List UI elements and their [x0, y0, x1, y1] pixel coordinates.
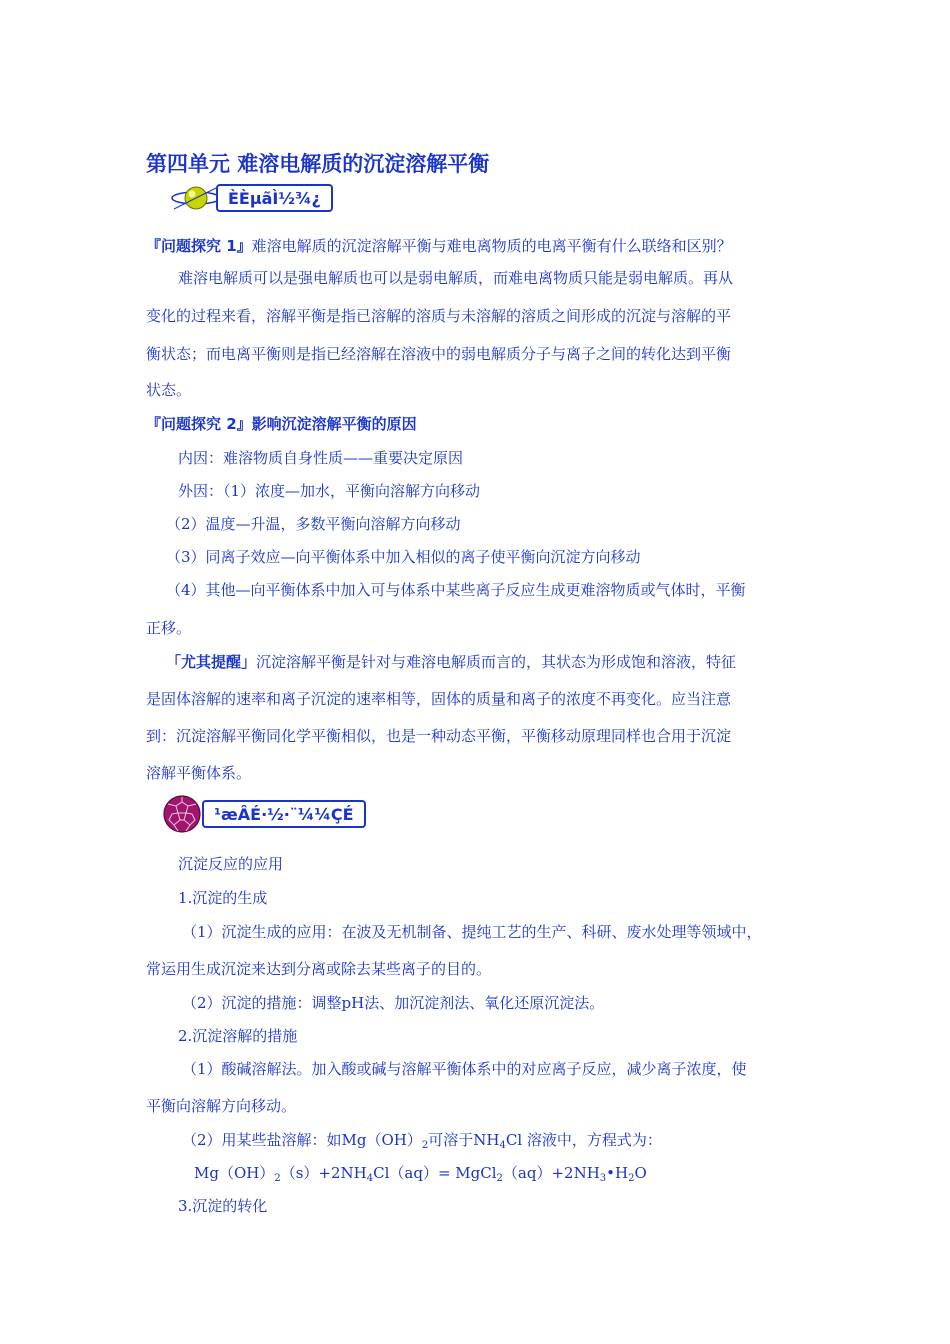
apps-line: 常运用生成沉淀来达到分离或除去某些离子的目的。 — [146, 960, 492, 978]
note-line: 是固体溶解的速率和离子沉淀的速率相等，固体的质量和离子的浓度不再变化。应当注意 — [146, 690, 732, 708]
apps-line: （1）酸碱溶解法。加入酸或碱与溶解平衡体系中的对应离子反应，减少离子浓度，使 — [182, 1060, 747, 1078]
salt-text: 可溶于NH — [428, 1131, 500, 1149]
chemical-equation — [194, 1163, 647, 1183]
apps-line: 2.沉淀溶解的措施 — [178, 1027, 298, 1045]
equation-text: •H — [606, 1164, 629, 1182]
fullerene-icon — [160, 794, 204, 834]
equation-text: Mg（OH） — [194, 1164, 275, 1182]
subscript: 4 — [499, 1140, 506, 1151]
salt-text: Cl 溶液中，方程式为： — [505, 1131, 662, 1149]
note-line: 溶解平衡体系。 — [146, 764, 252, 782]
question-2-line: （4）其他—向平衡体系中加入可与体系中某些离子反应生成更难溶物质或气体时，平衡 — [166, 581, 746, 599]
question-2-heading: 『问题探究 2』影响沉淀溶解平衡的原因 — [146, 415, 417, 433]
equation-text: O — [634, 1164, 647, 1182]
answer-1-line: 难溶电解质可以是强电解质也可以是弱电解质，而难电离物质只能是弱电解质。再从 — [178, 269, 734, 287]
subscript: 2 — [628, 1173, 635, 1184]
question-2-line: 内因：难溶物质自身性质——重要决定原因 — [178, 449, 464, 467]
hotspot-banner — [170, 182, 333, 214]
question-2-line: （3）同离子效应—向平衡体系中加入相似的离子使平衡向沉淀方向移动 — [166, 548, 641, 566]
salt-dissolve-line — [182, 1130, 662, 1150]
answer-1-line: 衡状态；而电离平衡则是指已经溶解在溶液中的弱电解质分子与离子之间的转化达到平衡 — [146, 345, 732, 363]
answer-1-line: 状态。 — [146, 381, 192, 399]
planet-icon — [170, 182, 222, 214]
apps-line: （2）沉淀的措施：调整pH法、加沉淀剂法、氧化还原沉淀法。 — [182, 994, 605, 1012]
equation-text: （s）+2NH — [280, 1164, 367, 1182]
note-line: 沉淀溶解平衡是针对与难溶电解质而言的，其状态为形成饱和溶液，特征 — [256, 653, 737, 671]
hotspot-label: ÈÈµãÌ½¾¿ — [216, 184, 333, 212]
question-2-line: （2）温度—升温，多数平衡向溶解方向移动 — [166, 515, 461, 533]
equation-text: （aq）+2NH — [502, 1164, 600, 1182]
salt-text: （2）用某些盐溶解：如Mg（OH） — [182, 1131, 422, 1149]
subscript: 4 — [366, 1173, 374, 1184]
equation-text: Cl（aq）= MgCl — [373, 1164, 497, 1182]
subscript: 3 — [599, 1173, 607, 1184]
note-paragraph — [166, 652, 736, 672]
question-1 — [146, 236, 732, 256]
apps-line: 1.沉淀的生成 — [178, 889, 268, 907]
methods-label: ¹æÂÉ·½·¨¼¼ÇÉ — [202, 800, 366, 828]
question-2-line: 外因：（1）浓度—加水，平衡向溶解方向移动 — [178, 482, 481, 500]
methods-banner — [160, 794, 366, 834]
apps-line: 沉淀反应的应用 — [178, 855, 284, 873]
question-1-text: 难溶电解质的沉淀溶解平衡与难电离物质的电离平衡有什么联络和区别？ — [251, 237, 732, 255]
apps-line: 平衡向溶解方向移动。 — [146, 1097, 297, 1115]
subscript: 2 — [421, 1140, 429, 1151]
apps-line: 3.沉淀的转化 — [178, 1197, 268, 1215]
question-2-line: 正移。 — [146, 619, 192, 637]
subscript: 2 — [496, 1173, 503, 1184]
note-tag: 「尤其提醒」 — [166, 653, 257, 671]
answer-1-line: 变化的过程来看，溶解平衡是指已溶解的溶质与未溶解的溶质之间形成的沉淀与溶解的平 — [146, 307, 732, 325]
question-1-tag: 『问题探究 1』 — [146, 237, 252, 255]
page-title: 第四单元 难溶电解质的沉淀溶解平衡 — [146, 152, 490, 176]
subscript: 2 — [274, 1173, 281, 1184]
apps-line: （1）沉淀生成的应用：在波及无机制备、提纯工艺的生产、科研、废水处理等领域中， — [182, 923, 762, 941]
note-line: 到：沉淀溶解平衡同化学平衡相似，也是一种动态平衡，平衡移动原理同样也合用于沉淀 — [146, 727, 732, 745]
